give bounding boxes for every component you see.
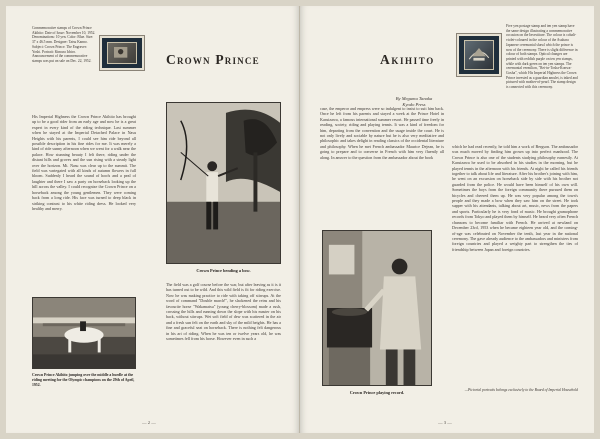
- article-body-left-col2: The field was a golf course before the war, but after leaving as it is it has turned out to be wild. And this wild field is fit for riding exercise. Now he was making practice to ride with taking off stirrups. At the word of command "Double march!", he slackened the reins and his favourite horse "Wakamatsu" (young cherry-blossom) made a rush, crossing the hills and running down the slope with his master on his back, without stirrups. Wet soft field of dew was scattered in the air and a fresh sun felt on the earth and sky of the mild heights. He has a fine and graceful seat on horseback. There is nothing felt dangerous in his art of riding. When he was ten or twelve years old, he was sometimes fell from his horse. However even in such a: [166, 282, 281, 342]
- page-title-right: Akihito: [380, 52, 435, 67]
- left-page: [6, 6, 300, 433]
- stamp-info-right: Five yen postage stamp and ten yen stamp have the same design illustrating a commemorative occasion on the Investiture. The colour is cobalt-violet-coloured in the colour of the Asahara Japanese ceremonial shawl which the prince is now of the ceremony. There is slight difference in colour of both stamps. Optical changes are printed with reddish purple on ten yen stamps, while with dark green on ten yen stamps. The ceremonial vermilion, "Rei-in-Tosha-Konwa-Gosha", which His Imperial Highness the Crown Prince invested as a guardian amulet, is inked and pictured with mother-of-pearl. The stamp design is connected with this ceremony.: [506, 24, 578, 90]
- article-byline: By Megumu Tanaka Kyodo Press: [395, 96, 433, 107]
- photo-riding-jump: [32, 297, 136, 369]
- article-body-right-col1: case, the emperor and empress were so indulgent to insist to suit him back. Once he left from his parents and stayed a week at the Prince Hotel in Karuizawa, a famous international summer resort. He passed time freely in reading, society, riding and playing tennis. It was a kind of freedom for him, departing from the convention and the usage inside the court. He is not only lively and sociable by nature but he is also very meditative and philosophic and takes delight in reading classics of the occidental literature and philosophy. When he met French ambassador Maurice Dejean, he is going to prepare and to converse in French with him very fluently all along. In answer to the question from the ambassador about the book: [320, 106, 444, 160]
- photo-caption-riding: Crown Prince Akihito jumping over the middle a hurdle at the riding meeting for the Olympic champions on the 29th of April, 1952.: [32, 373, 135, 387]
- right-page: [300, 6, 594, 433]
- page-number-right: — 3 —: [438, 420, 452, 425]
- photo-caption-record: Crown Prince playing record.: [349, 390, 405, 395]
- photo-caption-bow: Crown Prince bending a bow.: [196, 268, 251, 273]
- stamp-image-right: [457, 34, 501, 76]
- photo-playing-record: [322, 230, 432, 386]
- article-body-right-col2: which he had read recently, he told him a work of Bergson. The ambassador was much moved by finding him grown up into perfect manhood. The Crown Prince is also one of the students studying philosophy earnestly. At Karuizawa he used to be absorbed in his studies in the morning, but he played tennis in the afternoon with his friends. At night he called his friends together to talk about life and literature. After his brother's joining with him, he went on an excursion on horseback side by side with his brother not guarded from the police. He would have been himself of his own will. Sometimes the boys from the foreign community there pursued them on bicycles and cheered them up. He was very popular among the town's people and they made a bow when they saw him on the street. He took supper with his attendants, talking about art, music, news from the papers and sports. Particularly he is very fond of music. He brought gramophone records from Tokyo and played them by himself. He heard very often French chansons to become familiar with French. He arrived at newland on December 23rd, 1953 when he became eighteen year old, and the coming-of-age was celebrated on November the tenth, last year in the national ceremony. The gave already audience to the ambassadors and ministers from foreign countries and played a weighty part to strengthen the ties of friendship between Japan and foreign countries.: [452, 144, 578, 252]
- page-title-left: Crown Prince: [166, 52, 260, 67]
- page-number-left: — 2 —: [142, 420, 156, 425]
- stamp-image-left: [100, 36, 144, 70]
- stamp-info-left: Commemorative stamps of Crown Prince Akihito: Date of Issue: November 10, 1952. Denominations: 10 yen. Color: Blue. Size: 37 x 46.5 mm. Designer: Tatsu Kanno. Subject: Crown Prince. The Engraver: Yoshi. Portrait: Kimura Ichiro. Announcement of the commemorative stamps was put on sale on Dec. 22, 1952.: [32, 26, 96, 63]
- article-body-left-col1: His Imperial Highness the Crown Prince Akihito has brought up to be a good rider from an early age and now he is a great expert in every kind of the riding technique. Last summer when he stayed at the Imperial Detached Palace in Nasu Heights with his parents, I could see him ride beyond all possible description in his fine rides for me. It was merely a kind of ride sunny afternoon when we went for a walk near the palace. How stunning beauty I felt there, riding under the distant hills and groves and the sun rising with a steady light over the horizon. Mt. Nasu was clear up to the summit. The field was variegated with all kinds of autumn flowers in full bloom. Suddenly I heard the sound of hoofs and a peal of laughter and there I saw a party on horseback looking up the hill across the valley. I could recognize the Crown Prince on a horseback among the young gentlemen. They were coming back from a long ride. His face was turned to deep black in striking contrast to his white riding dress. He looked very healthy and merry.: [32, 114, 136, 211]
- photo-bending-bow: [166, 102, 281, 264]
- magazine-spread: [6, 6, 594, 433]
- photo-credit: —Pictorial portraits belongs exclusively to the Board of Imperial Household: [464, 388, 578, 392]
